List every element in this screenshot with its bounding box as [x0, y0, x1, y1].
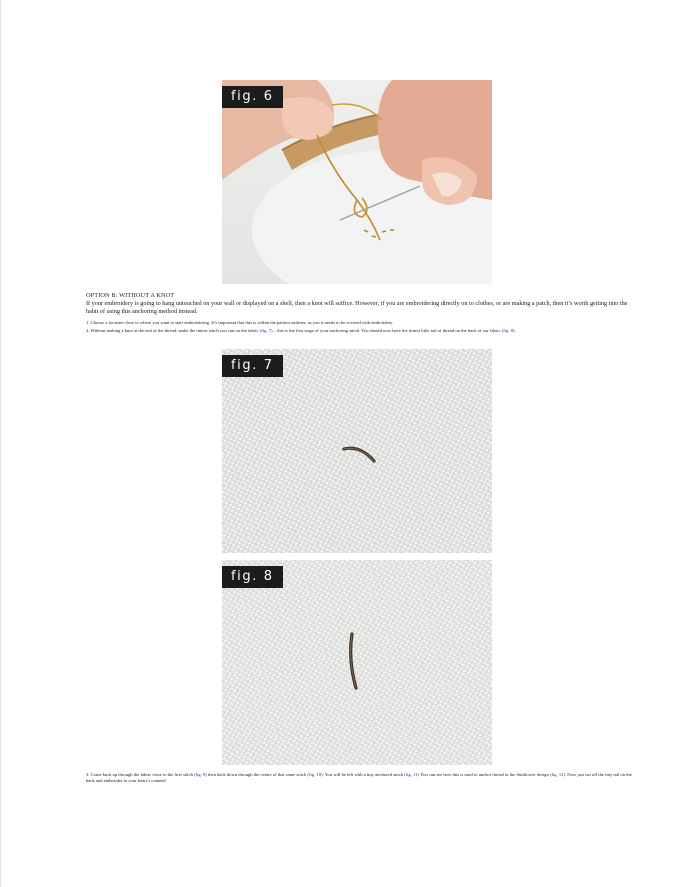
figure-6-label: fig. 6 — [222, 86, 283, 108]
fabric-tiny-stitch-image — [222, 349, 492, 553]
figure-8-photo — [222, 560, 492, 765]
hands-threading-needle-image — [222, 80, 492, 284]
fig-9-reference[interactable]: (fig. 9) — [194, 772, 207, 777]
step-3-part-d: .You can see how this is used to anchor thread in the Sunflower design — [419, 772, 550, 777]
step-1-text: 1. Choose a location close to where you want to start embroidering. It’s important that this is within the pattern outlines, as you it needs to be covered with embroidery. — [86, 320, 394, 325]
option-b-heading: OPTION B: WITHOUT A KNOT — [86, 292, 175, 299]
step-3-part-a: 3. Come back up through the fabric close to the first stitch — [86, 772, 195, 777]
step-3-part-e: . Now just cut off the tiny tail on the back and embroider to your heart’s content! — [86, 772, 632, 784]
step-2-text — [86, 328, 636, 334]
step-2-part-c: . — [514, 328, 516, 333]
figure-7-photo — [222, 349, 492, 553]
fig-7-reference[interactable]: (fig. 7) — [259, 328, 273, 333]
option-b-paragraph: If your embroidery is going to hang untouched on your wall or displayed on a shelf, then a knot will suffice. However, if you are embroidering directly on to clothes, or are making a patch, then it’s worth getting into the habit of using this anchoring method instead. — [86, 300, 628, 315]
step-3-text — [86, 772, 636, 785]
step-3-part-c: . You will be left with a tiny anchored stitch — [322, 772, 405, 777]
figure-6-photo — [222, 80, 492, 284]
fabric-thread-tail-image — [222, 560, 492, 765]
figure-8-label: fig. 8 — [222, 566, 283, 588]
fig-10-reference[interactable]: (fig. 10) — [307, 772, 323, 777]
step-3-part-b: then back down through the centre of that same stitch — [206, 772, 308, 777]
fig-12-reference[interactable]: (fig. 12) — [549, 772, 565, 777]
fig-8-reference[interactable]: (fig. 8) — [501, 328, 515, 333]
step-2-part-b: – this is the first stage of your anchoring stitch. You should now have the tiniest little tail of thread on the back of our fabric — [272, 328, 502, 333]
step-2-part-a: 2. Without making a knot at the end of the thread, make the tiniest stitch you can on the fabric — [86, 328, 260, 333]
figure-7-label: fig. 7 — [222, 355, 283, 377]
fig-11-reference[interactable]: (fig. 11) — [404, 772, 420, 777]
